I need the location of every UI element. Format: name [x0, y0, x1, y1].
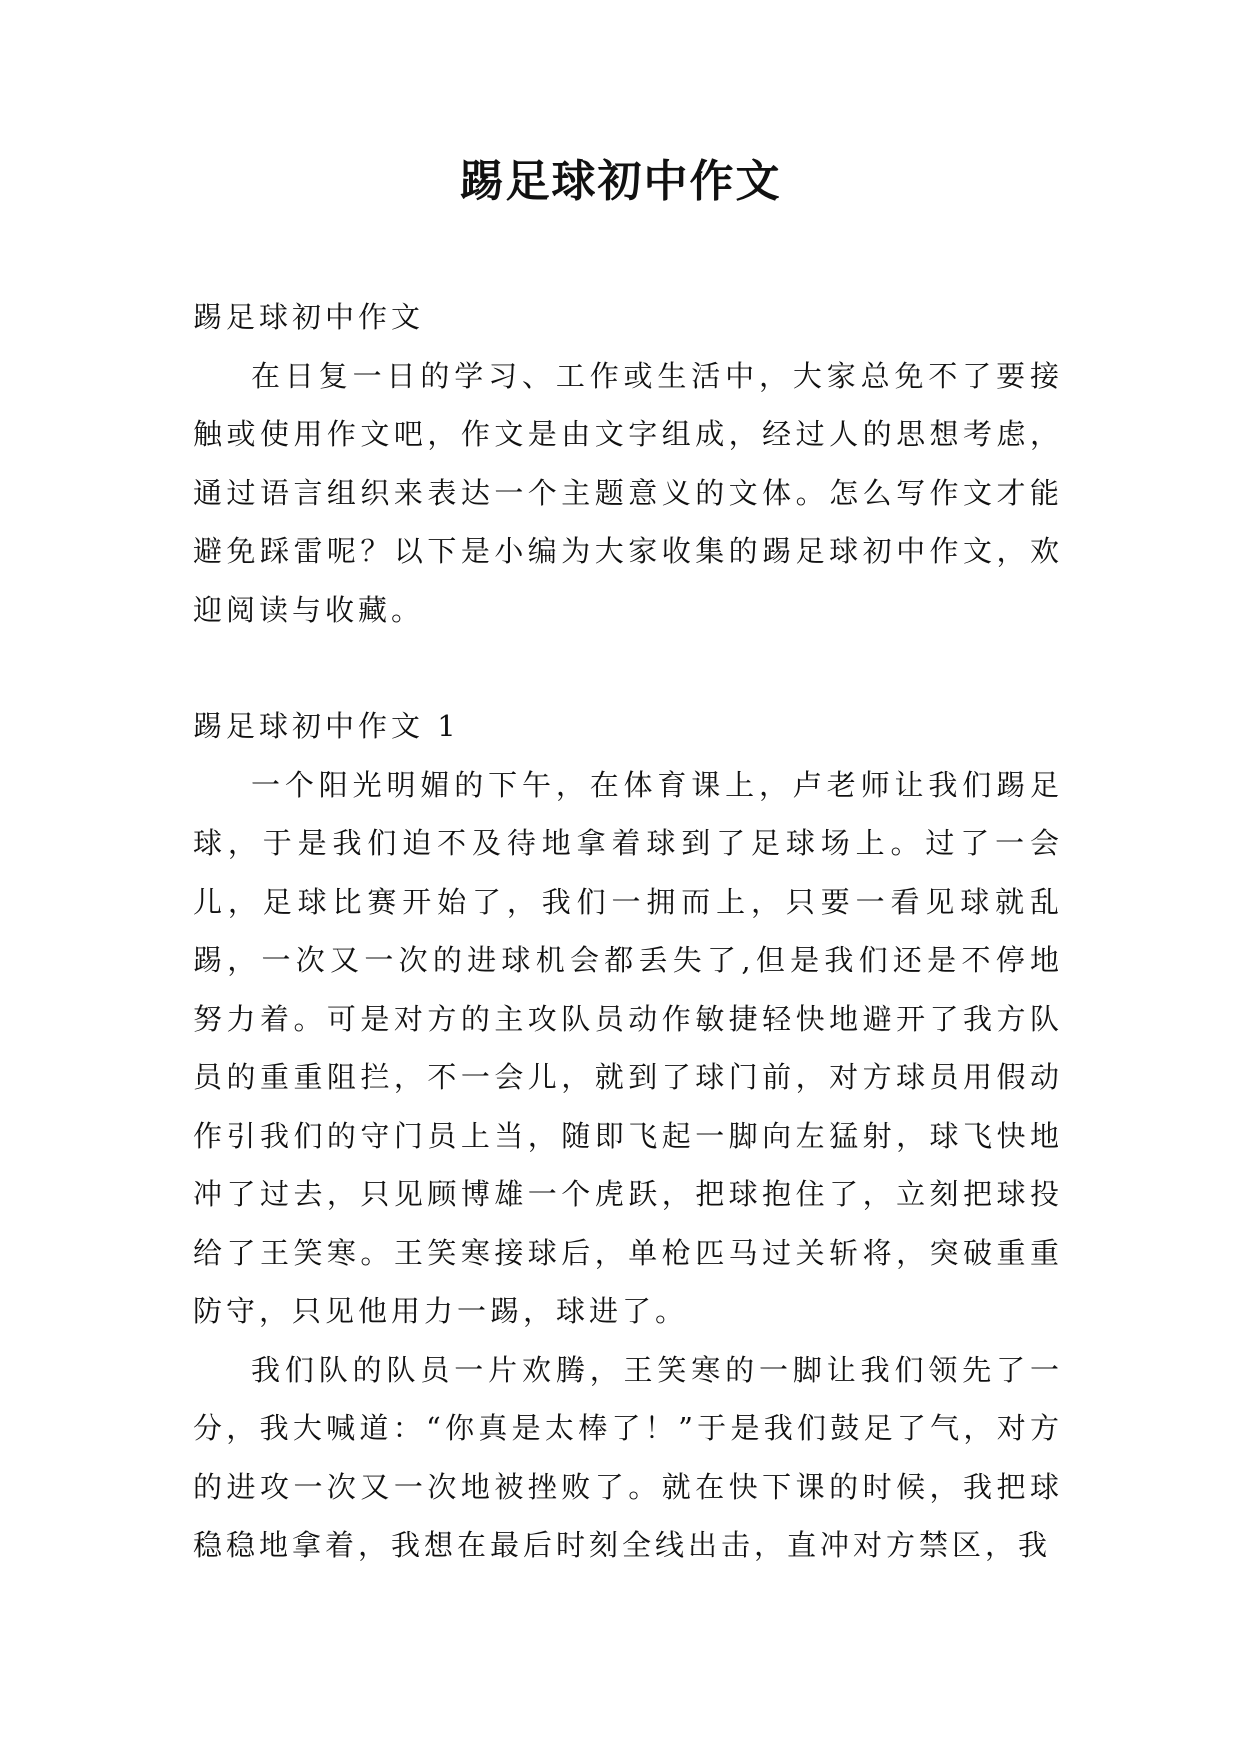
- intro-heading: 踢足球初中作文: [193, 300, 425, 334]
- essay-1-paragraph-2: 我们队的队员一片欢腾，王笑寒的一脚让我们领先了一分，我大喊道：“你真是太棒了！”于是我们鼓足了气，对方的进攻一次又一次地被挫败了。就在快下课的时候，我把球稳稳地拿着，我想在最后时刻全线出击，直冲对方禁区，我: [193, 1352, 1063, 1562]
- document-body: [193, 288, 1063, 1575]
- intro-paragraph: 在日复一日的学习、工作或生活中，大家总免不了要接触或使用作文吧，作文是由文字组成，经过人的思想考虑，通过语言组织来表达一个主题意义的文体。怎么写作文才能避免踩雷呢？以下是小编为大家收集的踢足球初中作文，欢迎阅读与收藏。: [193, 358, 1063, 627]
- document-title: 踢足球初中作文: [459, 156, 782, 207]
- essay-1-paragraph-1: 一个阳光明媚的下午，在体育课上，卢老师让我们踢足球，于是我们迫不及待地拿着球到了足球场上。过了一会儿，足球比赛开始了，我们一拥而上，只要一看见球就乱踢，一次又一次的进球机会都丢失了,但是我们还是不停地努力着。可是对方的主攻队员动作敏捷轻快地避开了我方队员的重重阻拦，不一会儿，就到了球门前，对方球员用假动作引我们的守门员上当，随即飞起一脚向左猛射，球飞快地冲了过去，只见顾博雄一个虎跃，把球抱住了，立刻把球投给了王笑寒。王笑寒接球后，单枪匹马过关斩将，突破重重防守，只见他用力一踢，球进了。: [193, 767, 1063, 1328]
- essay-1-heading: 踢足球初中作文 1: [193, 709, 460, 743]
- section-spacer: [193, 639, 1063, 697]
